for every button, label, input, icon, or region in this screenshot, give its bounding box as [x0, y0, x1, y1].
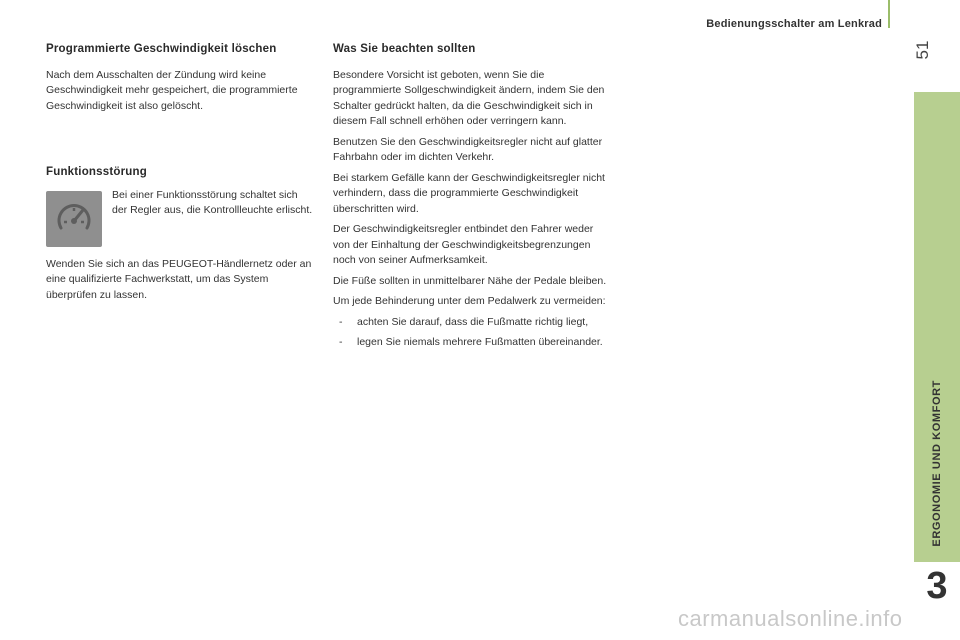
- right-column: [333, 42, 608, 356]
- section-title-notes: Was Sie beachten sollten: [333, 43, 476, 55]
- list-item: - achten Sie darauf, dass die Fußmatte richtig liegt,: [333, 315, 608, 331]
- paragraph: Benutzen Sie den Geschwindigkeitsregler nicht auf glatter Fahrbahn oder im dichten Verkehr.: [333, 135, 603, 163]
- paragraph-dealer: Wenden Sie sich an das PEUGEOT-Händlernetz oder an eine qualifizierte Fachwerkstatt, um das System überprüfen zu lassen.: [46, 257, 312, 301]
- paragraph: Bei starkem Gefälle kann der Geschwindigkeitsregler nicht verhindern, dass die programmierte Geschwindigkeit überschritten wird.: [333, 171, 605, 215]
- header-rule: [888, 0, 890, 28]
- paragraph: Besondere Vorsicht ist geboten, wenn Sie die programmierte Sollgeschwindigkeit ändern, indem Sie den Schalter gedrückt halten, da die Geschwindigkeit sich in diesem Fall schnell erhöhen oder verringern kann.: [333, 68, 605, 127]
- paragraph: Um jede Behinderung unter dem Pedalwerk zu vermeiden:: [333, 295, 606, 307]
- section-title-delete-speed: Programmierte Geschwindigkeit löschen: [46, 43, 277, 55]
- paragraph-malfunction: Bei einer Funktionsstörung schaltet sich der Regler aus, die Kontrollleuchte erlischt.: [112, 188, 313, 216]
- page-number: 51: [913, 40, 932, 60]
- sidebar-section-text: ERGONOMIE UND KOMFORT: [931, 380, 943, 547]
- sidebar-section-label: [914, 92, 960, 547]
- list-item: - legen Sie niemals mehrere Fußmatten übereinander.: [333, 335, 608, 351]
- paragraph-delete-speed: Nach dem Ausschalten der Zündung wird keine Geschwindigkeit mehr gespeichert, die programmierte Geschwindigkeit ist also gelöscht.: [46, 68, 298, 112]
- malfunction-block: [46, 188, 314, 247]
- paragraph: Der Geschwindigkeitsregler entbindet den Fahrer weder von der Einhaltung der Geschwindigkeitsbegrenzungen noch von seiner Aufmerksamkeit.: [333, 223, 594, 266]
- running-header: Bedienungsschalter am Lenkrad: [706, 18, 882, 30]
- watermark: carmanualsonline.info: [678, 606, 903, 631]
- bullet-list: [333, 315, 608, 351]
- chapter-number: 3: [926, 565, 948, 607]
- paragraph: Die Füße sollten in unmittelbarer Nähe der Pedale bleiben.: [333, 274, 607, 287]
- section-title-malfunction: Funktionsstörung: [46, 166, 147, 178]
- cruise-control-icon: [46, 191, 102, 247]
- left-column: [46, 42, 314, 308]
